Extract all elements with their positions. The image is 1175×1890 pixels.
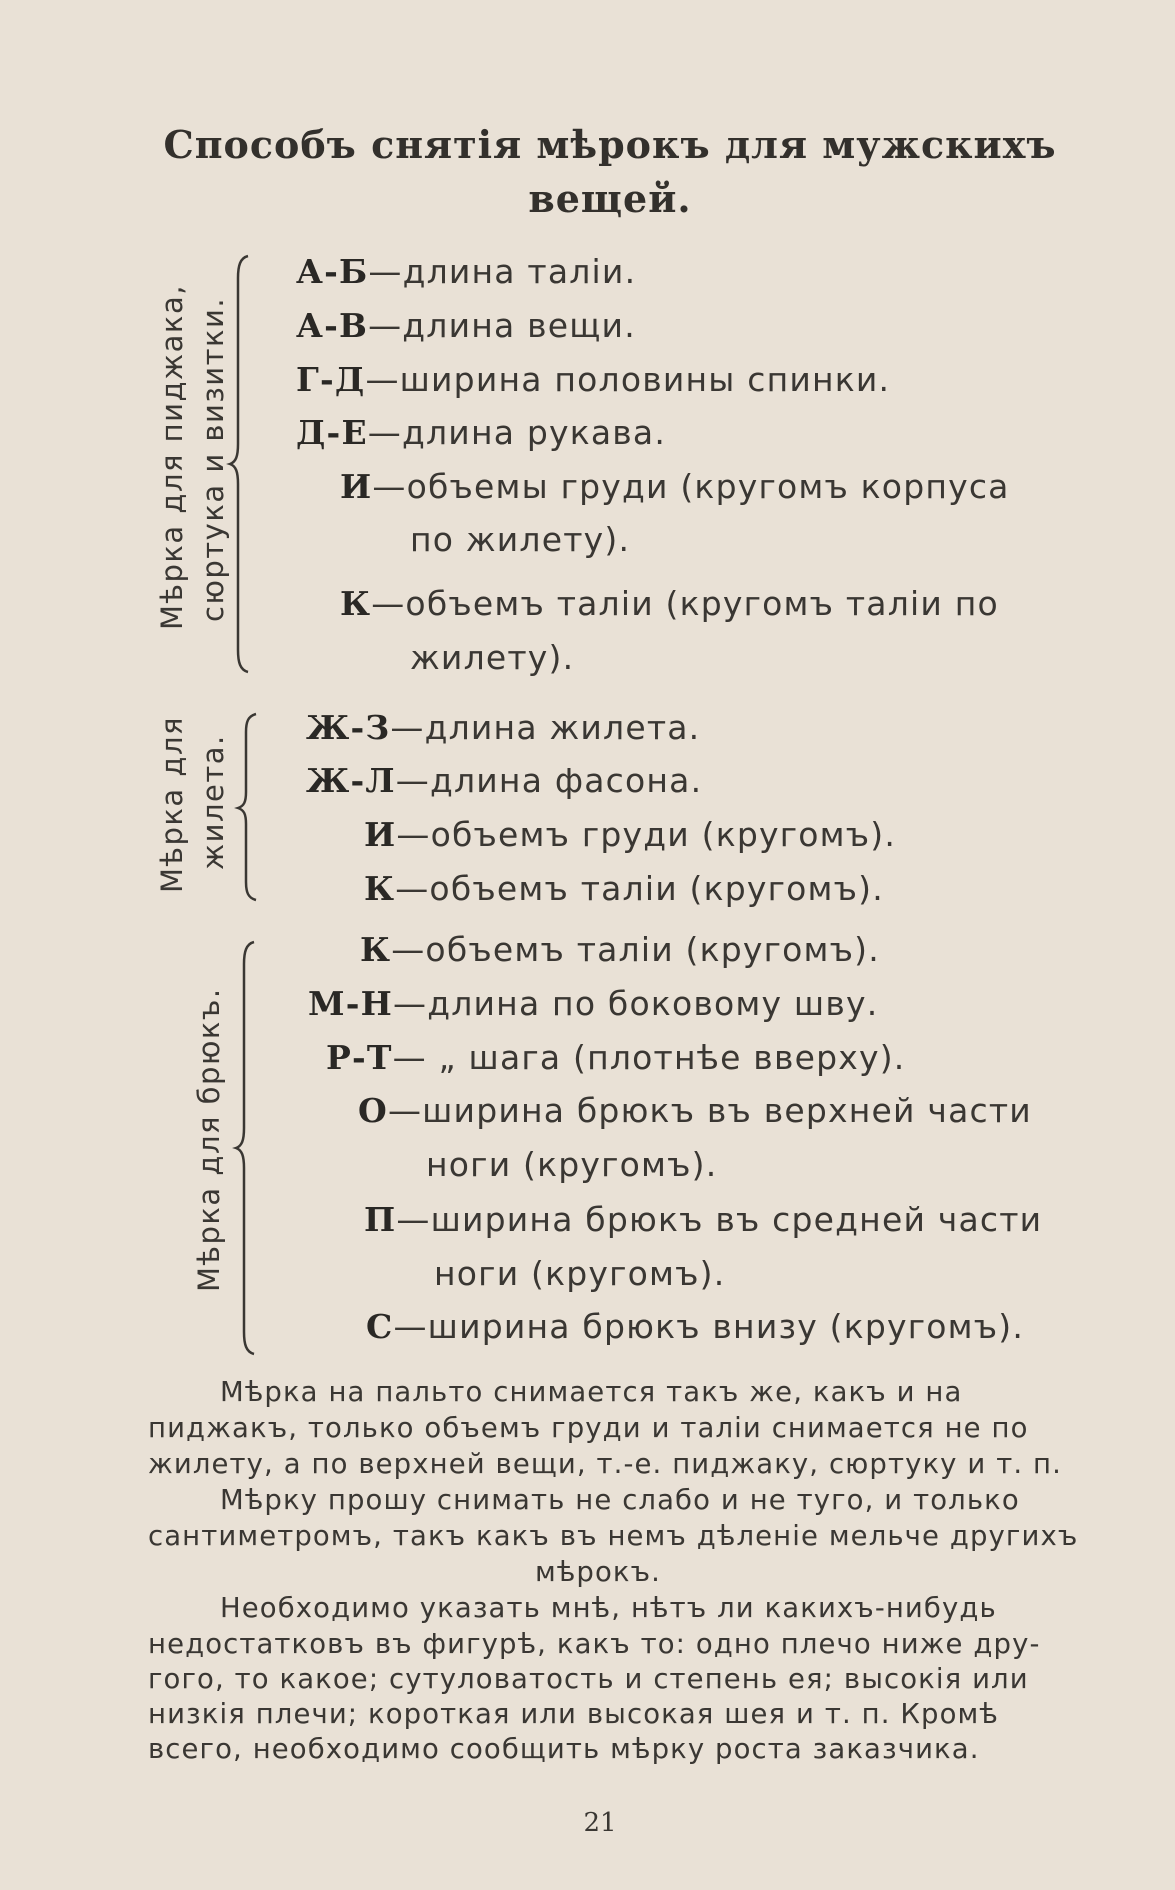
measure-item-m-n: М-Н—длина по боковому шву. <box>308 984 879 1023</box>
paragraph-defects-line1: Необходимо указать мнѣ, нѣтъ ли какихъ-нибудь <box>220 1592 997 1624</box>
measure-item-p: П—ширина брюкъ въ средней части <box>364 1200 1043 1239</box>
jacket-section-label-line1: Мѣрка для пиджака, <box>155 284 189 630</box>
measure-item-trousers-waist: К—объемъ таліи (кругомъ). <box>360 930 880 969</box>
jacket-brace <box>228 254 258 674</box>
page-number: 21 <box>583 1808 617 1838</box>
paragraph-coat-line3: жилету, а по верхней вещи, т.-е. пиджаку, сюртуку и т. п. <box>148 1448 1062 1480</box>
paragraph-coat-line2: пиджакъ, только объемъ груди и таліи снимается не по <box>148 1412 1029 1444</box>
paragraph-defects-line3: гого, то какое; сутуловатость и степень ея; высокія или <box>148 1663 1029 1695</box>
trousers-section-label: Мѣрка для брюкъ. <box>192 987 226 1292</box>
paragraph-defects-line5: всего, необходимо сообщить мѣрку роста заказчика. <box>148 1733 980 1765</box>
jacket-section-label-line2: сюртука и визитки. <box>196 296 230 622</box>
paragraph-coat-line1: Мѣрка на пальто снимается такъ же, какъ и на <box>220 1376 963 1408</box>
measure-item-zh-z: Ж-З—длина жилета. <box>306 708 701 747</box>
measure-item-k-waist: К—объемъ таліи (кругомъ таліи по <box>340 584 999 623</box>
paragraph-tape-line1: Мѣрку прошу снимать не слабо и не туго, и только <box>220 1484 1020 1516</box>
measure-item-p-continued: ноги (кругомъ). <box>434 1254 726 1293</box>
trousers-brace <box>234 940 264 1356</box>
paragraph-defects-line2: недостатковъ въ фигурѣ, какъ то: одно плечо ниже дру- <box>148 1628 1041 1660</box>
measure-item-vest-chest: И—объемъ груди (кругомъ). <box>364 815 897 854</box>
page-title-continued: вещей. <box>528 176 692 221</box>
measure-item-i-continued: по жилету). <box>410 520 631 559</box>
measure-item-a-b: А-Б—длина таліи. <box>296 252 637 291</box>
paragraph-tape-line3: мѣрокъ. <box>535 1556 661 1588</box>
measure-item-o-continued: ноги (кругомъ). <box>426 1145 718 1184</box>
measure-item-o: О—ширина брюкъ въ верхней части <box>358 1091 1032 1130</box>
measure-item-a-v: А-В—длина вещи. <box>296 306 636 345</box>
measure-item-r-t: Р-Т— „ шага (плотнѣе вверху). <box>326 1038 906 1077</box>
page-title: Способъ снятія мѣрокъ для мужскихъ <box>163 122 1057 167</box>
measure-item-k-continued: жилету). <box>410 638 575 677</box>
vest-brace <box>236 712 266 902</box>
measure-item-vest-waist: К—объемъ таліи (кругомъ). <box>364 869 884 908</box>
measure-item-d-e: Д-Е—длина рукава. <box>296 413 667 452</box>
paragraph-defects-line4: низкія плечи; короткая или высокая шея и т. п. Кромѣ <box>148 1698 999 1730</box>
paragraph-tape-line2: сантиметромъ, такъ какъ въ немъ дѣленіе мельче другихъ <box>148 1520 1079 1552</box>
measure-item-g-d: Г-Д—ширина половины спинки. <box>296 360 891 399</box>
vest-section-label-line1: Мѣрка для <box>155 716 189 893</box>
measure-item-i-chest: И—объемы груди (кругомъ корпуса <box>340 467 1010 506</box>
vest-section-label-line2: жилета. <box>196 734 230 870</box>
measure-item-s: С—ширина брюкъ внизу (кругомъ). <box>366 1307 1025 1346</box>
measure-item-zh-l: Ж-Л—длина фасона. <box>306 761 703 800</box>
